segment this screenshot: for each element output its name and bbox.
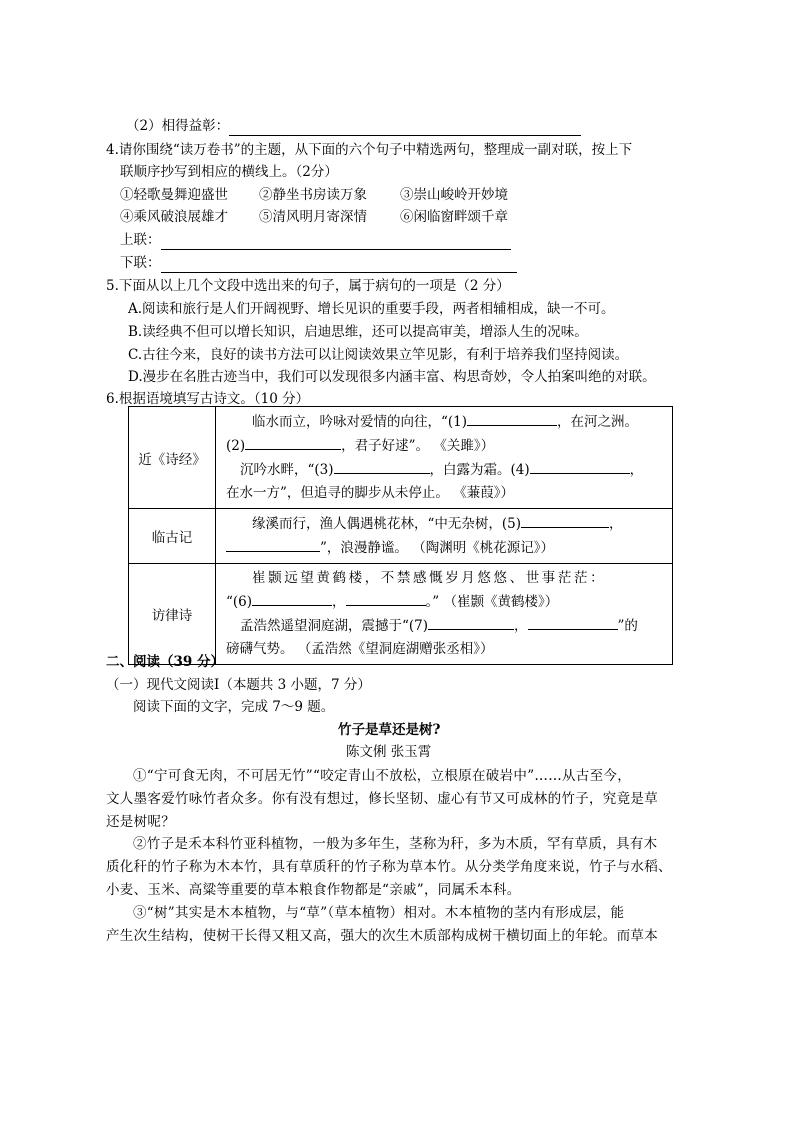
q6-blank-6b[interactable] — [346, 590, 426, 606]
paragraph-3-line-1: ③“树”其实是木本植物，与“草”（草本植物）相对。木本植物的茎内有形成层，能 — [133, 905, 625, 921]
q4-upper-label: 上联： — [120, 232, 161, 248]
q4-stem-line-2: 联顺序抄写到相应的横线上。（2分） — [120, 164, 338, 180]
q3-2-label: （2）相得益彰： — [126, 118, 230, 134]
q5-option-a: A.阅读和旅行是人们开阔视野、增长见识的重要手段，两者相辅相成，缺一不可。 — [128, 301, 615, 317]
q4-option-2: ②静坐书房读万象 — [259, 187, 367, 203]
q6-text: ”的 — [617, 618, 638, 634]
q4-lower-label: 下联： — [120, 255, 161, 271]
q6-blank-4[interactable] — [530, 458, 630, 474]
section-2-heading: 二、阅读（39 分） — [106, 654, 224, 670]
q6-text: ，君子好逑”。 《关雎》） — [341, 438, 495, 454]
q3-2-line — [126, 116, 581, 136]
q5-stem: 5.下面从以上几个文段中选出来的句子，属于病句的一项是（2 分） — [106, 278, 510, 294]
q6-text: ， — [332, 594, 346, 610]
q4-stem-line-1: 4.请你围绕“读万卷书”的主题，从下面的六个句子中精选两句，整理成一副对联，按上下 — [106, 142, 633, 158]
q6-text: ， — [514, 618, 528, 634]
q6-text: 临水而立，吟咏对爱情的向往，“(1) — [252, 414, 468, 430]
q6-row-shijing — [129, 407, 673, 509]
q6-row-content — [216, 564, 673, 665]
q4-option-3: ③崇山峻岭开妙境 — [400, 187, 508, 203]
q6-text: 孟浩然遥望洞庭湖，震撼于“(7) — [240, 618, 429, 634]
q6-text: “(6) — [226, 594, 253, 610]
q6-text: 缘溪而行，渔人偶遇桃花林，“中无杂树，(5) — [252, 516, 522, 532]
q6-stem: 6.根据语境填写古诗文。（10 分） — [106, 391, 310, 407]
q6-blank-7a[interactable] — [428, 614, 514, 630]
paragraph-1-line-2: 文人墨客爱竹咏竹者众多。你有没有想过，修长坚韧、虚心有节又可成林的竹子，究竟是草 — [106, 791, 658, 807]
paragraph-3-line-2: 产生次生结构，使树干长得又粗又高，强大的次生木质部构成树干横切面上的年轮。而草本 — [106, 928, 658, 944]
paragraph-2-line-3: 小麦、玉米、高粱等重要的草本粮食作物都是“亲戚”，同属禾本科。 — [106, 882, 521, 898]
q6-text: 在水一方”，但追寻的脚步从未停止。 《蒹葭》） — [226, 485, 514, 501]
q6-text: (2) — [226, 438, 246, 454]
q4-lower-line — [120, 253, 517, 273]
q6-text: 沉吟水畔，“(3) — [240, 462, 334, 478]
q5-option-b: B.读经典不但可以增长知识，启迪思维，还可以提高审美，增添人生的况味。 — [128, 324, 588, 340]
q6-blank-5a[interactable] — [521, 512, 609, 528]
q6-blank-1[interactable] — [467, 410, 557, 426]
article-authors: 陈文俐 张玉霄 — [346, 744, 432, 760]
q6-blank-3[interactable] — [334, 458, 430, 474]
section-2-subheading: （一）现代文阅读Ⅰ（本题共 3 小题，7 分） — [106, 677, 371, 693]
q6-text: 。” （崔颢《黄鹤楼》） — [425, 594, 559, 610]
q4-option-5: ⑤清风明月寄深情 — [259, 209, 367, 225]
paragraph-1-line-1: ①“宁可食无肉，不可居无竹”“咬定青山不放松，立根原在破岩中”……从古至今， — [133, 768, 632, 784]
paragraph-1-line-3: 还是树呢？ — [106, 814, 175, 830]
q6-blank-5b[interactable] — [226, 536, 320, 552]
paragraph-2-line-1: ②竹子是禾本科竹亚科植物，一般为多年生，茎称为秆，多为木质，罕有草质，具有木 — [133, 836, 658, 852]
q6-text: ，在河之洲。 — [557, 414, 639, 430]
q3-2-answer-blank[interactable] — [229, 119, 581, 136]
q6-category: 访律诗 — [129, 564, 216, 665]
q4-upper-blank[interactable] — [161, 233, 511, 250]
q6-category: 临古记 — [129, 509, 216, 564]
q6-text: ， — [609, 516, 623, 532]
q6-row-content: 临水而立，吟咏对爱情的向往，“(1) ，在河之洲。 (2) ，君子好逑”。 《关雎》） 沉吟水畔，“(3) ，白露为霜。(4) ， 在水一方”，但追寻的脚步从未停止。 《蒹葭》） — [216, 407, 673, 509]
q4-option-1: ①轻歌曼舞迎盛世 — [120, 187, 228, 203]
q5-option-d: D.漫步在名胜古迹当中，我们可以发现很多内涵丰富、构思奇妙，令人拍案叫绝的对联。 — [128, 369, 656, 385]
q5-option-c: C.古往今来，良好的读书方法可以让阅读效果立竿见影，有利于培养我们坚持阅读。 — [128, 347, 629, 363]
q4-lower-blank[interactable] — [161, 256, 517, 273]
article-title: 竹子是草还是树? — [338, 722, 441, 738]
q6-blank-7b[interactable] — [528, 614, 618, 630]
q6-row-guji — [129, 509, 673, 564]
q6-text: 磅礴气势。 （孟浩然《望洞庭湖赠张丞相》） — [226, 641, 494, 657]
q4-option-4: ④乘风破浪展雄才 — [120, 209, 228, 225]
q4-option-6: ⑥闲临窗畔颂千章 — [400, 209, 508, 225]
q6-row-lvshi — [129, 564, 673, 665]
q6-category: 近《诗经》 — [129, 407, 216, 509]
q6-table — [128, 406, 673, 665]
paragraph-2-line-2: 质化秆的竹子称为木本竹，具有草质秆的竹子称为草本竹。从分类学角度来说，竹子与水稻、 — [106, 859, 672, 875]
q4-upper-line — [120, 230, 511, 250]
q6-text: ”，浪漫静谧。 （陶渊明《桃花源记》） — [320, 540, 554, 556]
q6-row-content — [216, 509, 673, 564]
q6-text: ，白露为霜。(4) — [429, 462, 530, 478]
q6-text: 崔颢远望黄鹤楼，不禁感慨岁月悠悠、世事茫茫： — [252, 570, 607, 586]
section-2-instruction: 阅读下面的文字，完成 7～9 题。 — [133, 699, 335, 715]
q6-blank-6a[interactable] — [252, 590, 332, 606]
q6-blank-2[interactable] — [245, 434, 341, 450]
